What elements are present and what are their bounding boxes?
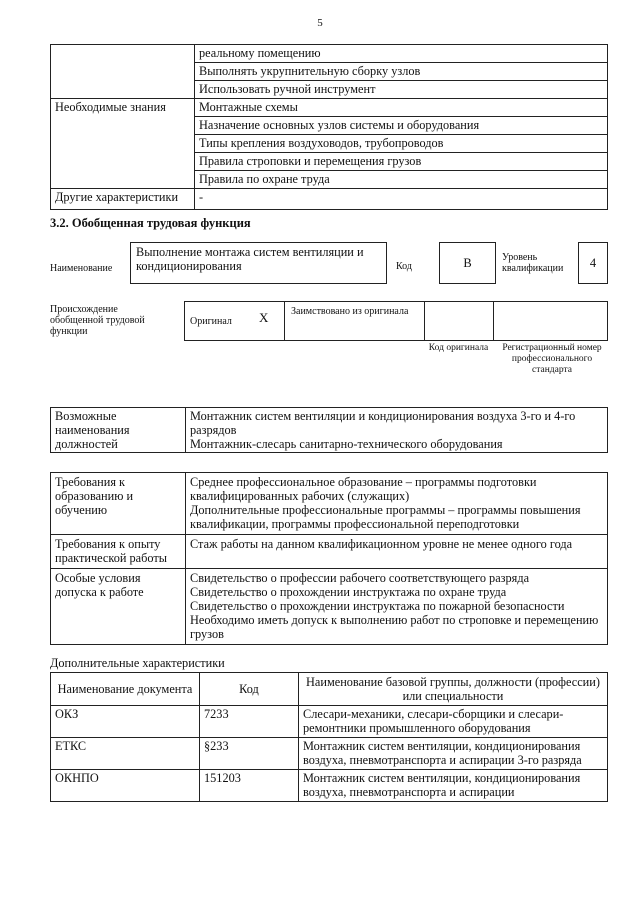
origin-label: Происхождение обобщенной трудовой функции	[50, 304, 145, 337]
requirement-line: Дополнительные профессиональные программы – программы повышения квалификации, программы профессиональной переподготовки	[190, 503, 581, 531]
table-cell-value: Назначение основных узлов системы и оборудования	[195, 117, 608, 135]
table-cell: 151203	[200, 770, 299, 802]
table-cell-value: Монтажные схемы	[195, 99, 608, 117]
code-box: В	[439, 242, 496, 284]
table-cell-value: реальному помещению	[195, 45, 608, 63]
table-cell-label: Требования к образованию и обучению	[51, 473, 186, 535]
level-label: Уровень квалификации	[502, 252, 564, 274]
function-name-box: Выполнение монтажа систем вентиляции и кондиционирования	[130, 242, 387, 284]
knowledge-table	[50, 44, 608, 210]
table-cell-value	[186, 535, 608, 569]
table-cell: 7233	[200, 706, 299, 738]
table-cell: Монтажник систем вентиляции, кондиционирования воздуха, пневмотранспорта и аспирации	[299, 770, 608, 802]
name-label: Наименование	[50, 263, 113, 274]
reg-number-label: Регистрационный номер профессионального стандарта	[502, 343, 602, 375]
requirement-line: Необходимо иметь допуск к выполнению работ по строповке и перемещению грузов	[190, 613, 599, 641]
table-cell-value: -	[195, 189, 608, 210]
requirements-table	[50, 472, 608, 645]
requirement-line: Свидетельство о профессии рабочего соответствующего разряда	[190, 571, 530, 585]
table-header: Код	[200, 673, 299, 706]
table-header: Наименование базовой группы, должности (профессии) или специальности	[299, 673, 608, 706]
table-cell-label: Особые условия допуска к работе	[51, 569, 186, 645]
table-cell-label: Требования к опыту практической работы	[51, 535, 186, 569]
additional-title: Дополнительные характеристики	[50, 656, 225, 670]
requirement-line: Стаж работы на данном квалификационном уровне не менее одного года	[190, 537, 573, 551]
original-mark: Х	[259, 310, 269, 325]
original-label: Оригинал	[190, 316, 232, 327]
table-cell-value: Типы крепления воздуховодов, трубопроводов	[195, 135, 608, 153]
code-original-label: Код оригинала	[428, 343, 489, 353]
table-cell-value: Использовать ручной инструмент	[195, 81, 608, 99]
job-title-line: Монтажник систем вентиляции и кондиционирования воздуха 3-го и 4-го разрядов	[190, 409, 576, 437]
job-titles-table	[50, 407, 608, 453]
table-cell: ЕТКС	[51, 738, 200, 770]
origin-divider	[493, 301, 494, 341]
table-cell: Монтажник систем вентиляции, кондиционирования воздуха, пневмотранспорта и аспирации 3-го разряда	[299, 738, 608, 770]
table-cell-value	[186, 408, 608, 453]
additional-table	[50, 672, 608, 802]
table-cell: ОКЗ	[51, 706, 200, 738]
origin-divider	[424, 301, 425, 341]
table-cell-value	[186, 569, 608, 645]
table-cell: §233	[200, 738, 299, 770]
table-row	[51, 770, 608, 802]
table-cell-label: Необходимые знания	[51, 99, 195, 189]
table-cell-value: Выполнять укрупнительную сборку узлов	[195, 63, 608, 81]
table-cell: ОКНПО	[51, 770, 200, 802]
section-heading: 3.2. Обобщенная трудовая функция	[50, 216, 251, 230]
table-cell-value: Правила строповки и перемещения грузов	[195, 153, 608, 171]
table-cell: Слесари-механики, слесари-сборщики и слесари-ремонтники промышленного оборудования	[299, 706, 608, 738]
job-title-line: Монтажник-слесарь санитарно-технического оборудования	[190, 437, 503, 451]
table-cell-label	[51, 45, 195, 99]
borrowed-label: Заимствовано из оригинала	[291, 306, 409, 317]
requirement-line: Среднее профессиональное образование – программы подготовки квалифицированных рабочих (служащих)	[190, 475, 537, 503]
table-row	[51, 738, 608, 770]
requirement-line: Свидетельство о прохождении инструктажа по охране труда	[190, 585, 507, 599]
level-box: 4	[578, 242, 608, 284]
requirement-line: Свидетельство о прохождении инструктажа по пожарной безопасности	[190, 599, 565, 613]
page-number: 5	[317, 17, 323, 29]
code-label: Код	[396, 261, 412, 272]
table-cell-label: Возможные наименования должностей	[51, 408, 186, 453]
table-cell-value	[186, 473, 608, 535]
table-cell-label: Другие характеристики	[51, 189, 195, 210]
table-row	[51, 706, 608, 738]
table-header: Наименование документа	[51, 673, 200, 706]
table-cell-value: Правила по охране труда	[195, 171, 608, 189]
origin-divider	[284, 301, 285, 341]
